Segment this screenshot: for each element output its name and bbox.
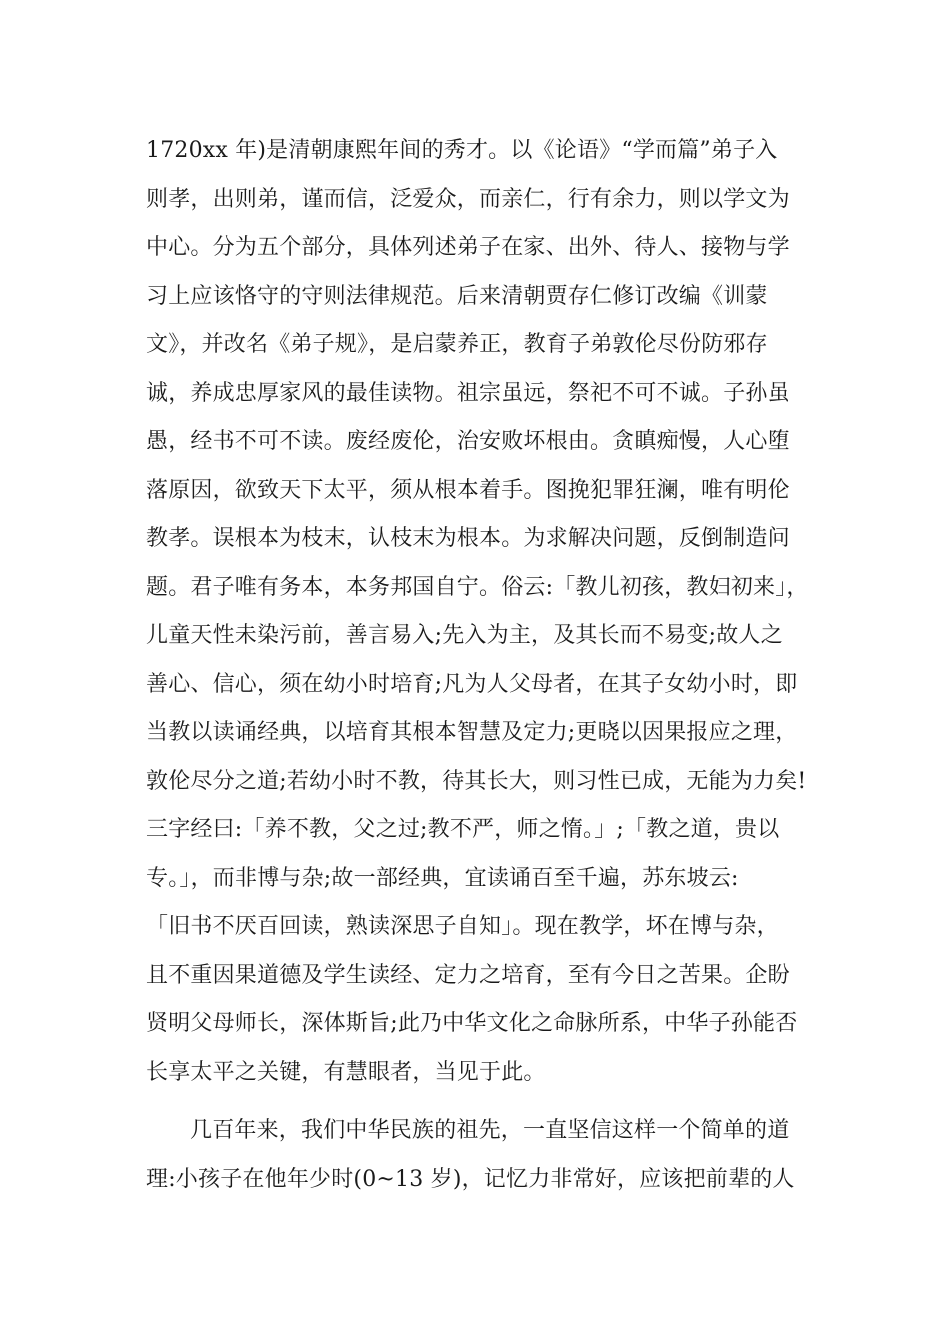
text-line: 文》，并改名《弟子规》，是启蒙养正，教育子弟敦伦尽份防邪存 — [146, 332, 768, 357]
text-line: 「旧书不厌百回读，熟读深思子自知」。现在教学，坏在博与杂， — [146, 914, 779, 939]
text-line: 三字经曰:「养不教，父之过;教不严，师之惰。」;「教之道，贵以 — [146, 817, 780, 842]
text-line: 长享太平之关键，有慧眼者，当见于此。 — [146, 1059, 546, 1085]
text-line: 习上应该恪守的守则法律规范。后来清朝贾存仁修订改编《训蒙 — [146, 283, 768, 309]
text-line: 理:小孩子在他年少时(0~13 岁)，记忆力非常好，应该把前辈的人 — [146, 1166, 795, 1192]
text-line: 贤明父母师长，深体斯旨;此乃中华文化之命脉所系，中华子孙能否 — [146, 1011, 798, 1036]
text-line: 当教以读诵经典，以培育其根本智慧及定力;更晓以因果报应之理， — [146, 720, 798, 745]
text-line: 善心、信心，须在幼小时培育;凡为人父母者，在其子女幼小时，即 — [146, 671, 798, 697]
text-line: 几百年来，我们中华民族的祖先，一直坚信这样一个简单的道 — [190, 1118, 790, 1143]
text-line: 愚，经书不可不读。废经废伦，治安败坏根由。贪瞋痴慢，人心堕 — [146, 429, 790, 454]
paragraph-1 — [146, 127, 836, 1097]
text-line: 儿童天性未染污前，善言易入;先入为主，及其长而不易变;故人之 — [146, 623, 783, 648]
text-line: 教孝。误根本为枝末，认枝末为根本。为求解决问题，反倒制造问 — [146, 526, 790, 551]
text-line: 且不重因果道德及学生读经、定力之培育，至有今日之苦果。企盼 — [146, 962, 790, 988]
paragraph-spacer — [146, 1097, 836, 1107]
text-line: 则孝，出则弟，谨而信，泛爱众，而亲仁，行有余力，则以学文为 — [146, 186, 790, 212]
document-body — [146, 127, 836, 1204]
text-line: 专。」，而非博与杂;故一部经典，宜读诵百至千遍，苏东坡云: — [146, 865, 739, 891]
paragraph-2 — [146, 1107, 836, 1204]
text-line: 1720xx 年)是清朝康熙年间的秀才。以《论语》“学而篇”弟子入 — [146, 138, 778, 163]
text-line: 落原因，欲致天下太平，须从根本着手。图挽犯罪狂澜，唯有明伦 — [146, 477, 790, 503]
text-line: 敦伦尽分之道;若幼小时不教，待其长大，则习性已成，无能为力矣! — [146, 768, 807, 794]
text-line: 诚，养成忠厚家风的最佳读物。祖宗虽远，祭祀不可不诚。子孙虽 — [146, 380, 790, 406]
text-line: 中心。分为五个部分，具体列述弟子在家、出外、待人、接物与学 — [146, 235, 790, 260]
text-line: 题。君子唯有务本，本务邦国自宁。俗云:「教儿初孩，教妇初来」， — [146, 574, 809, 600]
